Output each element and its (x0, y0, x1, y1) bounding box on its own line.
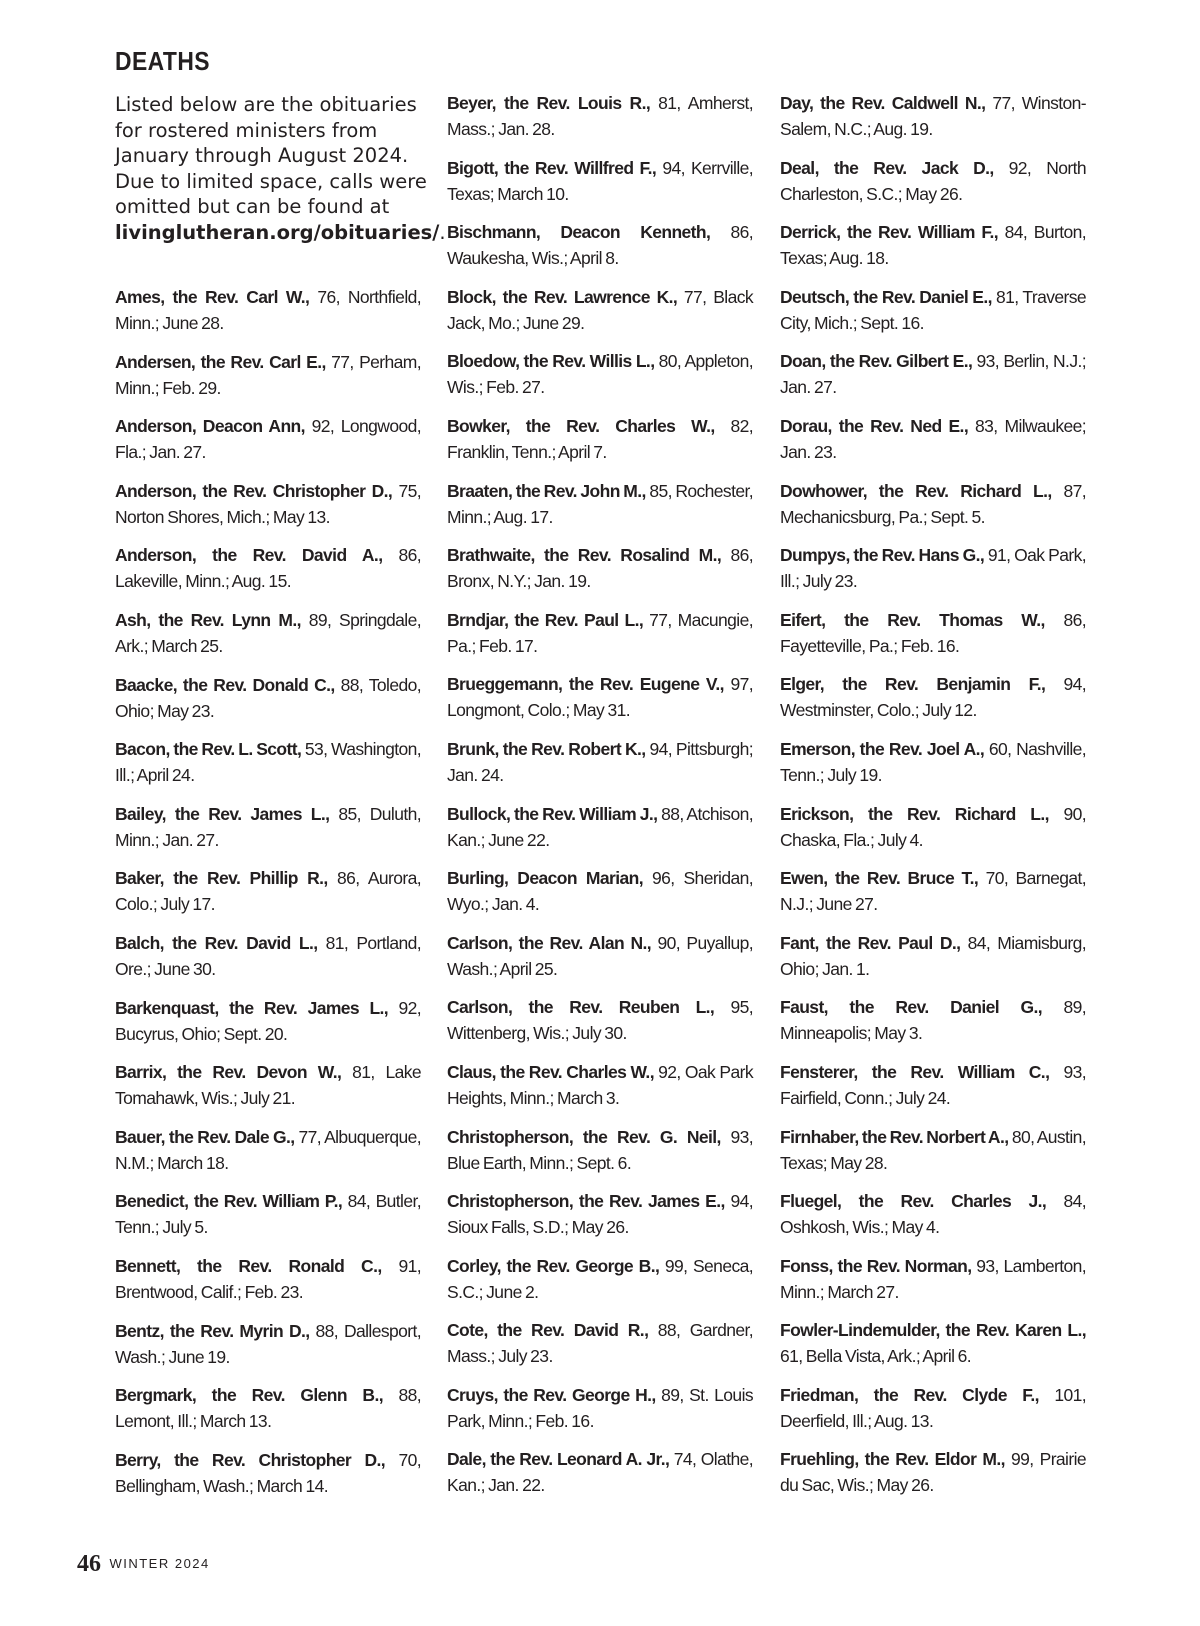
obituary-name: Elger, the Rev. Benjamin F., (780, 674, 1046, 695)
obituary-details: 90, Chaska, Fla.; July 4. (780, 803, 1086, 850)
obituary-entry (780, 1124, 1086, 1189)
issue-label: WINTER 2024 (109, 1556, 210, 1571)
obituary-entry (115, 1382, 421, 1447)
obituary-name: Benedict, the Rev. William P., (115, 1191, 343, 1212)
obituary-details: 88, Atchison, Kan.; June 22. (447, 803, 753, 850)
obituary-entry (780, 994, 1086, 1059)
obituary-name: Dale, the Rev. Leonard A. Jr., (447, 1449, 670, 1470)
obituary-details: 93, Fairfield, Conn.; July 24. (780, 1061, 1086, 1108)
obituary-name: Brathwaite, the Rev. Rosalind M., (447, 545, 722, 566)
obituary-name: Bloedow, the Rev. Willis L., (447, 351, 655, 372)
obituary-name: Erickson, the Rev. Richard L., (780, 803, 1049, 824)
obituary-name: Bischmann, Deacon Kenneth, (447, 222, 711, 243)
obituary-name: Bailey, the Rev. James L., (115, 803, 330, 824)
obituary-entry (115, 801, 421, 866)
obituary-name: Deal, the Rev. Jack D., (780, 157, 994, 178)
obituary-details: 53, Washington, Ill.; April 24. (115, 739, 421, 786)
obituary-name: Firnhaber, the Rev. Norbert A., (780, 1126, 1009, 1147)
obituary-details: 88, Gardner, Mass.; July 23. (447, 1320, 754, 1367)
obituary-details: 82, Franklin, Tenn.; April 7. (447, 415, 753, 462)
obituary-details: 60, Nashville, Tenn.; July 19. (780, 738, 1086, 785)
obituary-name: Brueggemann, the Rev. Eugene V., (447, 674, 724, 695)
obituary-entry (115, 349, 421, 414)
obituary-details: 70, Bellingham, Wash.; March 14. (115, 1449, 421, 1496)
obituary-details: 80, Appleton, Wis.; Feb. 27. (447, 351, 753, 398)
obituary-name: Friedman, the Rev. Clyde F., (780, 1384, 1039, 1405)
obituary-name: Baker, the Rev. Phillip R., (115, 868, 328, 889)
obituary-entry (780, 1253, 1086, 1318)
obituary-details: 83, Milwaukee; Jan. 23. (780, 415, 1086, 462)
obituary-details: 94, Westminster, Colo.; July 12. (780, 674, 1086, 721)
obituary-details: 77, Winston-Salem, N.C.; Aug. 19. (780, 93, 1086, 139)
obituary-entry (447, 90, 753, 155)
obituary-details: 86, Fayetteville, Pa.; Feb. 16. (780, 609, 1086, 656)
obituary-name: Barkenquast, the Rev. James L., (115, 997, 389, 1018)
obituary-entry (780, 671, 1086, 736)
obituary-name: Doan, the Rev. Gilbert E., (780, 351, 973, 372)
obituary-details: 94, Pittsburgh; Jan. 24. (447, 738, 753, 785)
obituary-name: Claus, the Rev. Charles W., (447, 1061, 654, 1082)
obituary-name: Barrix, the Rev. Devon W., (115, 1062, 342, 1083)
obituary-entry (115, 542, 421, 607)
obituary-details: 61, Bella Vista, Ark.; April 6. (780, 1346, 972, 1367)
obituary-entry (115, 478, 421, 543)
page-footer (77, 1551, 210, 1578)
obituary-name: Dowhower, the Rev. Richard L., (780, 480, 1052, 501)
obituary-details: 76, Northfield, Minn.; June 28. (115, 287, 422, 333)
page-title: DEATHS (115, 46, 211, 76)
obituary-details: 92, Oak Park Heights, Minn.; March 3. (447, 1061, 753, 1108)
obituary-entry (780, 1317, 1086, 1382)
obituary-details: 92, Longwood, Fla.; Jan. 27. (115, 416, 421, 463)
intro-paragraph (115, 92, 446, 245)
obituary-name: Anderson, the Rev. Christopher D., (115, 480, 393, 501)
obituary-name: Cruys, the Rev. George H., (447, 1384, 656, 1405)
obituary-details: 97, Longmont, Colo.; May 31. (447, 674, 754, 721)
obituary-entry (780, 284, 1086, 349)
obituary-entry (447, 219, 753, 284)
obituary-name: Fensterer, the Rev. William C., (780, 1061, 1050, 1082)
obituary-name: Christopherson, the Rev. James E., (447, 1191, 725, 1212)
obituary-details: 81, Amherst, Mass.; Jan. 28. (447, 93, 754, 139)
obituary-entry (447, 1188, 753, 1253)
obituary-entry (447, 736, 753, 801)
obituary-name: Ewen, the Rev. Bruce T., (780, 868, 979, 889)
obituary-entry (447, 284, 753, 349)
obituary-details: 81, Traverse City, Mich.; Sept. 16. (780, 286, 1086, 333)
obituary-entry (447, 607, 753, 672)
obituary-entry (780, 155, 1086, 220)
obituary-name: Fruehling, the Rev. Eldor M., (780, 1449, 1005, 1470)
obituary-entry (780, 801, 1086, 866)
obituary-entry (447, 1124, 753, 1189)
obituary-entry (115, 1059, 421, 1124)
obituary-entry (115, 607, 421, 672)
obituary-details: 88, Lemont, Ill.; March 13. (115, 1385, 421, 1432)
obituary-details: 93, Berlin, N.J.; Jan. 27. (780, 351, 1086, 398)
obituary-name: Deutsch, the Rev. Daniel E., (780, 286, 992, 307)
obituary-entry (780, 90, 1086, 155)
obituary-entry (780, 413, 1086, 478)
obituary-name: Dumpys, the Rev. Hans G., (780, 545, 985, 566)
obituary-details: 77, Perham, Minn.; Feb. 29. (115, 351, 422, 398)
obituary-entry (115, 1188, 421, 1253)
obituary-name: Ash, the Rev. Lynn M., (115, 609, 301, 630)
obituary-details: 77, Macungie, Pa.; Feb. 17. (447, 609, 753, 656)
obituary-name: Bentz, the Rev. Myrin D., (115, 1320, 310, 1341)
obituary-details: 96, Sheridan, Wyo.; Jan. 4. (447, 868, 753, 915)
obituary-details: 101, Deerfield, Ill.; Aug. 13. (780, 1384, 1087, 1431)
obituary-entry (115, 413, 421, 478)
obituary-entry (780, 219, 1086, 284)
obituary-name: Andersen, the Rev. Carl E., (115, 351, 326, 372)
obituary-entry (115, 1124, 421, 1189)
obituary-name: Bullock, the Rev. William J., (447, 803, 658, 824)
obituary-details: 84, Oshkosh, Wis.; May 4. (780, 1191, 1086, 1238)
obituary-name: Fowler-Lindemulder, the Rev. Karen L., (780, 1320, 1086, 1341)
obituary-details: 94, Sioux Falls, S.D.; May 26. (447, 1191, 753, 1238)
obituary-entry (780, 607, 1086, 672)
obituary-details: 86, Lakeville, Minn.; Aug. 15. (115, 545, 422, 592)
obituary-details: 89, St. Louis Park, Minn.; Feb. 16. (447, 1384, 754, 1431)
obituary-details: 99, Seneca, S.C.; June 2. (447, 1255, 753, 1302)
obituary-entry (115, 995, 421, 1060)
obituary-entry (447, 1382, 753, 1447)
obituary-entry (447, 413, 753, 478)
obituary-entry (447, 1059, 753, 1124)
intro-text: Listed below are the obituaries for rostered ministers from January through August 2024. Due to limited space, calls were omitted but can be found at (115, 93, 427, 218)
obituary-name: Ames, the Rev. Carl W., (115, 287, 310, 307)
obituary-details: 91, Oak Park, Ill.; July 23. (780, 545, 1086, 592)
obituary-name: Bennett, the Rev. Ronald C., (115, 1255, 382, 1276)
obituary-entry (447, 1253, 753, 1318)
obituary-name: Bigott, the Rev. Willfred F., (447, 157, 657, 178)
obituary-entry (115, 1318, 421, 1383)
obituary-details: 81, Lake Tomahawk, Wis.; July 21. (115, 1062, 421, 1109)
obituary-entry (447, 865, 753, 930)
obituary-name: Brunk, the Rev. Robert K., (447, 738, 646, 759)
obituary-entry (780, 930, 1086, 995)
obituary-column-3 (780, 90, 1086, 1511)
obituary-details: 84, Miamisburg, Ohio; Jan. 1. (780, 932, 1086, 979)
obituary-name: Burling, Deacon Marian, (447, 868, 643, 889)
obituary-name: Fant, the Rev. Paul D., (780, 932, 961, 953)
obituary-details: 88, Dallesport, Wash.; June 19. (115, 1320, 421, 1367)
obituary-details: 93, Blue Earth, Minn.; Sept. 6. (447, 1126, 753, 1173)
obituary-name: Bauer, the Rev. Dale G., (115, 1126, 295, 1147)
obituary-entry (115, 672, 421, 737)
obituary-entry (447, 1446, 753, 1511)
obituary-details: 85, Duluth, Minn.; Jan. 27. (115, 803, 421, 850)
obituary-details: 90, Puyallup, Wash.; April 25. (447, 932, 754, 979)
obituary-entry (447, 930, 753, 995)
obituary-name: Braaten, the Rev. John M., (447, 480, 646, 501)
obituary-entry (447, 801, 753, 866)
obituary-details: 77, Black Jack, Mo.; June 29. (447, 286, 753, 333)
obituary-entry (447, 348, 753, 413)
obituary-entry (447, 155, 753, 220)
obituary-entry (780, 865, 1086, 930)
obituary-details: 92, North Charleston, S.C.; May 26. (780, 157, 1086, 204)
obituary-entry (115, 930, 421, 995)
obituary-entry (115, 736, 421, 801)
obituary-details: 95, Wittenberg, Wis.; July 30. (447, 997, 754, 1044)
obituary-entry (780, 1059, 1086, 1124)
obituary-entry (447, 478, 753, 543)
obituary-entry (780, 1188, 1086, 1253)
obituary-details: 74, Olathe, Kan.; Jan. 22. (447, 1449, 754, 1496)
obituary-details: 86, Waukesha, Wis.; April 8. (447, 222, 753, 269)
obituary-name: Balch, the Rev. David L., (115, 932, 318, 953)
obituary-name: Day, the Rev. Caldwell N., (780, 93, 986, 113)
obituary-name: Carlson, the Rev. Alan N., (447, 932, 652, 953)
obituary-details: 86, Bronx, N.Y.; Jan. 19. (447, 545, 754, 592)
obituary-details: 89, Springdale, Ark.; March 25. (115, 609, 421, 656)
obituary-name: Derrick, the Rev. William F., (780, 222, 999, 243)
obituary-name: Corley, the Rev. George B., (447, 1255, 660, 1276)
obituary-name: Fluegel, the Rev. Charles J., (780, 1191, 1047, 1212)
obituary-entry (115, 1447, 421, 1512)
obituary-entry (447, 994, 753, 1059)
obituary-details: 94, Kerrville, Texas; March 10. (447, 157, 754, 204)
obituary-name: Block, the Rev. Lawrence K., (447, 286, 678, 307)
obituary-name: Brndjar, the Rev. Paul L., (447, 609, 644, 630)
obituary-name: Cote, the Rev. David R., (447, 1320, 649, 1341)
obituary-name: Carlson, the Rev. Reuben L., (447, 997, 715, 1018)
obituary-entry (780, 1446, 1086, 1511)
obituary-details: 92, Bucyrus, Ohio; Sept. 20. (115, 997, 422, 1044)
obituaries-link[interactable]: livinglutheran.org/obituaries/ (115, 220, 440, 244)
obituary-details: 88, Toledo, Ohio; May 23. (115, 674, 421, 721)
obituary-entry (780, 478, 1086, 543)
obituary-name: Bowker, the Rev. Charles W., (447, 415, 715, 436)
obituary-entry (115, 1253, 421, 1318)
obituary-details: 75, Norton Shores, Mich.; May 13. (115, 480, 421, 527)
obituary-column-2 (447, 90, 753, 1511)
obituary-name: Faust, the Rev. Daniel G., (780, 997, 1042, 1018)
obituary-details: 99, Prairie du Sac, Wis.; May 26. (780, 1449, 1086, 1496)
obituary-details: 80, Austin, Texas; May 28. (780, 1126, 1087, 1173)
obituary-details: 87, Mechanicsburg, Pa.; Sept. 5. (780, 480, 1086, 527)
obituary-details: 91, Brentwood, Calif.; Feb. 23. (115, 1255, 421, 1302)
obituary-entry (780, 736, 1086, 801)
obituary-entry (780, 542, 1086, 607)
obituary-details: 84, Burton, Texas; Aug. 18. (780, 222, 1086, 269)
obituary-name: Anderson, the Rev. David A., (115, 545, 383, 566)
obituary-details: 77, Albuquerque, N.M.; March 18. (115, 1126, 421, 1173)
obituary-name: Berry, the Rev. Christopher D., (115, 1449, 386, 1470)
obituary-entry (115, 865, 421, 930)
obituary-details: 81, Portland, Ore.; June 30. (115, 932, 421, 979)
obituary-name: Dorau, the Rev. Ned E., (780, 415, 969, 436)
obituary-name: Baacke, the Rev. Donald C., (115, 674, 335, 695)
obituary-name: Beyer, the Rev. Louis R., (447, 93, 651, 113)
obituary-name: Fonss, the Rev. Norman, (780, 1255, 972, 1276)
obituary-column-1 (115, 284, 421, 1511)
obituary-details: 93, Lamberton, Minn.; March 27. (780, 1255, 1086, 1302)
obituary-details: 84, Butler, Tenn.; July 5. (115, 1191, 421, 1238)
obituary-details: 86, Aurora, Colo.; July 17. (115, 868, 422, 915)
intro-end: . (439, 220, 446, 244)
obituary-entry (447, 1317, 753, 1382)
obituary-name: Emerson, the Rev. Joel A., (780, 738, 985, 759)
obituary-name: Christopherson, the Rev. G. Neil, (447, 1126, 721, 1147)
obituary-details: 89, Minneapolis; May 3. (780, 997, 1087, 1044)
page-number: 46 (77, 1551, 101, 1577)
obituary-name: Bergmark, the Rev. Glenn B., (115, 1385, 383, 1406)
obituary-name: Bacon, the Rev. L. Scott, (115, 739, 302, 760)
obituary-entry (780, 348, 1086, 413)
obituary-details: 70, Barnegat, N.J.; June 27. (780, 868, 1086, 915)
obituary-name: Anderson, Deacon Ann, (115, 416, 305, 437)
obituary-name: Eifert, the Rev. Thomas W., (780, 609, 1045, 630)
obituary-entry (115, 284, 421, 349)
obituary-entry (780, 1382, 1086, 1447)
obituary-details: 85, Rochester, Minn.; Aug. 17. (447, 480, 753, 527)
obituary-entry (447, 671, 753, 736)
obituary-entry (447, 542, 753, 607)
